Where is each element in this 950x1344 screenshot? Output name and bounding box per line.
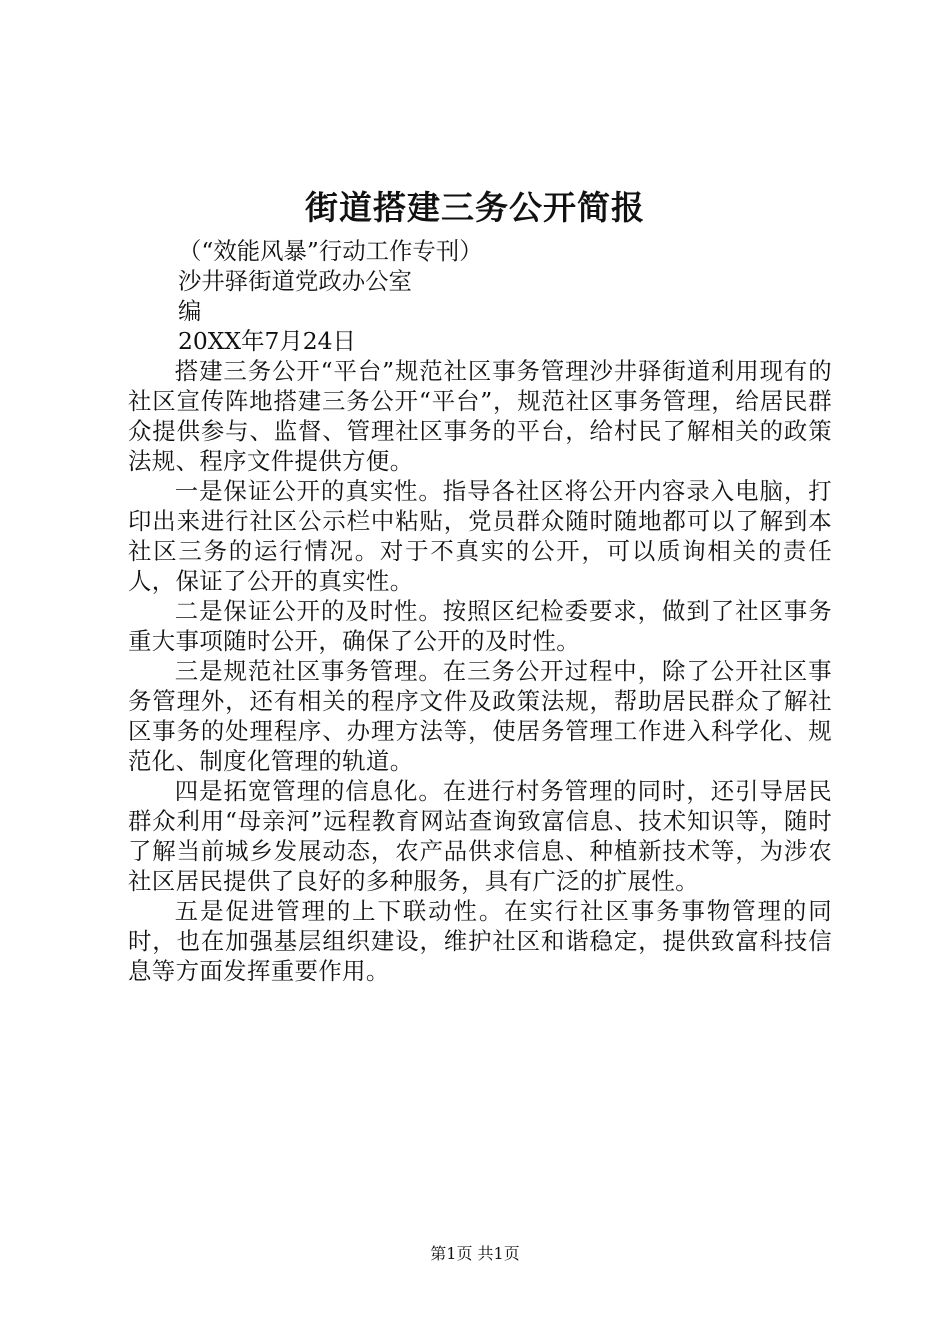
issuing-office: 沙井驿街道党政办公室 bbox=[178, 267, 412, 295]
paragraph-point-1: 一是保证公开的真实性。指导各社区将公开内容录入电脑，打印出来进行社区公示栏中粘贴，党员群众随时随地都可以了解到本社区三务的运行情况。对于不真实的公开，可以质询相关的责任人，保证了公开的真实性。 bbox=[128, 477, 832, 595]
editor-label: 编 bbox=[178, 297, 202, 325]
page-number-footer: 第1页 共1页 bbox=[430, 1244, 520, 1263]
issue-date: 20XX年7月24日 bbox=[178, 327, 356, 355]
paragraph-point-5: 五是促进管理的上下联动性。在实行社区事务事物管理的同时，也在加强基层组织建设，维护社区和谐稳定，提供致富科技信息等方面发挥重要作用。 bbox=[128, 897, 832, 985]
document-body bbox=[128, 236, 832, 986]
paragraph-point-2: 二是保证公开的及时性。按照区纪检委要求，做到了社区事务重大事项随时公开，确保了公开的及时性。 bbox=[128, 597, 832, 655]
paragraph-intro: 搭建三务公开“平台”规范社区事务管理沙井驿街道利用现有的社区宣传阵地搭建三务公开“平台”，规范社区事务管理，给居民群众提供参与、监督、管理社区事务的平台，给村民了解相关的政策法规、程序文件提供方便。 bbox=[128, 357, 832, 475]
document-title: 街道搭建三务公开简报 bbox=[305, 188, 645, 227]
paragraph-point-3: 三是规范社区事务管理。在三务公开过程中，除了公开社区事务管理外，还有相关的程序文件及政策法规，帮助居民群众了解社区事务的处理程序、办理方法等，使居务管理工作进入科学化、规范化、制度化管理的轨道。 bbox=[128, 657, 832, 775]
paragraph-point-4: 四是拓宽管理的信息化。在进行村务管理的同时，还引导居民群众利用“母亲河”远程教育网站查询致富信息、技术知识等，随时了解当前城乡发展动态，农产品供求信息、种植新技术等，为涉农社区居民提供了良好的多种服务，具有广泛的扩展性。 bbox=[128, 777, 832, 895]
document-subtitle: （“效能风暴”行动工作专刊） bbox=[178, 237, 483, 265]
